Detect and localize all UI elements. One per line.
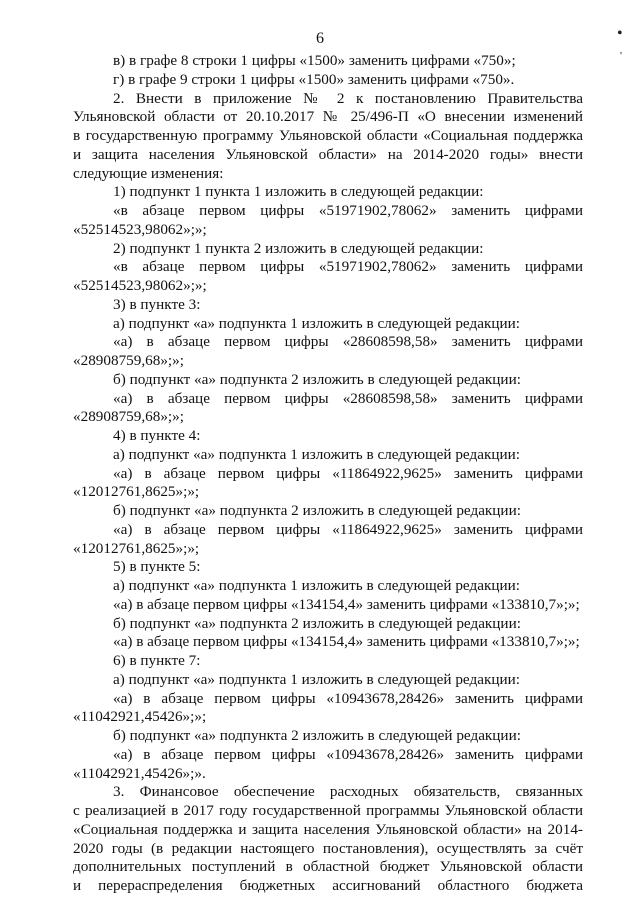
text-line: а) подпункт «а» подпункта 1 изложить в следующей редакции: — [113, 445, 520, 463]
text-line: «а) в абзаце первом цифры «134154,4» заменить цифрами «133810,7»;»; — [113, 633, 580, 651]
text-line: 2) подпункт 1 пункта 2 изложить в следующей редакции: — [113, 239, 484, 257]
text-line: б) подпункт «а» подпункта 2 изложить в следующей редакции: — [113, 614, 521, 632]
text-line: 2020 годы (в редакции настоящего постановления), осуществлять за счёт — [73, 839, 583, 857]
document-body — [73, 52, 583, 896]
page-number: 6 — [316, 30, 324, 47]
text-line: в государственную программу Ульяновской области «Социальная поддержка — [73, 127, 583, 144]
text-line: «а) в абзаце первом цифры «10943678,28426» заменить цифрами — [113, 689, 583, 707]
text-line: «а) в абзаце первом цифры «134154,4» заменить цифрами «133810,7»;»; — [113, 595, 580, 613]
text-line: 6) в пункте 7: — [113, 652, 201, 669]
text-line: «11042921,45426»;»; — [73, 708, 207, 726]
margin-mark-small: ' — [620, 50, 622, 62]
text-line: Ульяновской области от 20.10.2017 № 25/496-П «О внесении изменений — [73, 108, 583, 126]
text-line: а) подпункт «а» подпункта 1 изложить в следующей редакции: — [113, 670, 520, 688]
text-line: 5) в пункте 5: — [113, 558, 201, 576]
text-line: «а) в абзаце первом цифры «11864922,9625» заменить цифрами — [113, 520, 583, 538]
text-line: б) подпункт «а» подпункта 2 изложить в следующей редакции: — [113, 727, 521, 744]
text-line: 3) в пункте 3: — [113, 295, 201, 313]
text-line: «а) в абзаце первом цифры «28608598,58» заменить цифрами — [113, 389, 583, 407]
text-line: б) подпункт «а» подпункта 2 изложить в следующей редакции: — [113, 370, 521, 388]
text-line: в) в графе 8 строки 1 цифры «1500» заменить цифрами «750»; — [113, 52, 516, 69]
text-line: 1) подпункт 1 пункта 1 изложить в следующей редакции: — [113, 183, 484, 201]
text-line: 4) в пункте 4: — [113, 427, 201, 444]
text-line: б) подпункт «а» подпункта 2 изложить в следующей редакции: — [113, 502, 521, 519]
text-line: 3. Финансовое обеспечение расходных обязательств, связанных — [113, 783, 583, 801]
text-line: г) в графе 9 строки 1 цифры «1500» заменить цифрами «750». — [113, 70, 515, 88]
text-line: «а) в абзаце первом цифры «28608598,58» заменить цифрами — [113, 333, 583, 351]
text-line: «в абзаце первом цифры «51971902,78062» заменить цифрами — [113, 202, 583, 219]
text-line: «12012761,8625»;»; — [73, 539, 200, 557]
text-line: дополнительных поступлений в областной бюджет Ульяновской области — [73, 858, 583, 876]
text-line: «28908759,68»;»; — [73, 352, 184, 369]
text-line: «52514523,98062»;»; — [73, 277, 207, 294]
text-line: и защита населения Ульяновской области» на 2014-2020 годы» внести — [73, 145, 583, 163]
margin-mark: • — [617, 25, 623, 42]
text-line: «в абзаце первом цифры «51971902,78062» заменить цифрами — [113, 258, 583, 276]
text-line: «а) в абзаце первом цифры «10943678,28426» заменить цифрами — [113, 745, 583, 763]
text-line: а) подпункт «а» подпункта 1 изложить в следующей редакции: — [113, 577, 520, 594]
text-line: а) подпункт «а» подпункта 1 изложить в следующей редакции: — [113, 314, 520, 332]
text-line: «28908759,68»;»; — [73, 408, 184, 426]
text-line: «12012761,8625»;»; — [73, 483, 200, 501]
text-line: с реализацией в 2017 году государственной программы Ульяновской области — [73, 802, 583, 819]
text-line: и перераспределения бюджетных ассигнований областного бюджета — [73, 877, 583, 894]
text-line: «Социальная поддержка и защита населения Ульяновской области» на 2014- — [73, 820, 583, 838]
text-line: следующие изменения: — [73, 164, 224, 182]
text-line: 2. Внести в приложение № 2 к постановлению Правительства — [113, 89, 583, 107]
text-line: «11042921,45426»;». — [73, 764, 206, 782]
text-line: «52514523,98062»;»; — [73, 220, 207, 238]
text-line: «а) в абзаце первом цифры «11864922,9625» заменить цифрами — [113, 464, 583, 482]
